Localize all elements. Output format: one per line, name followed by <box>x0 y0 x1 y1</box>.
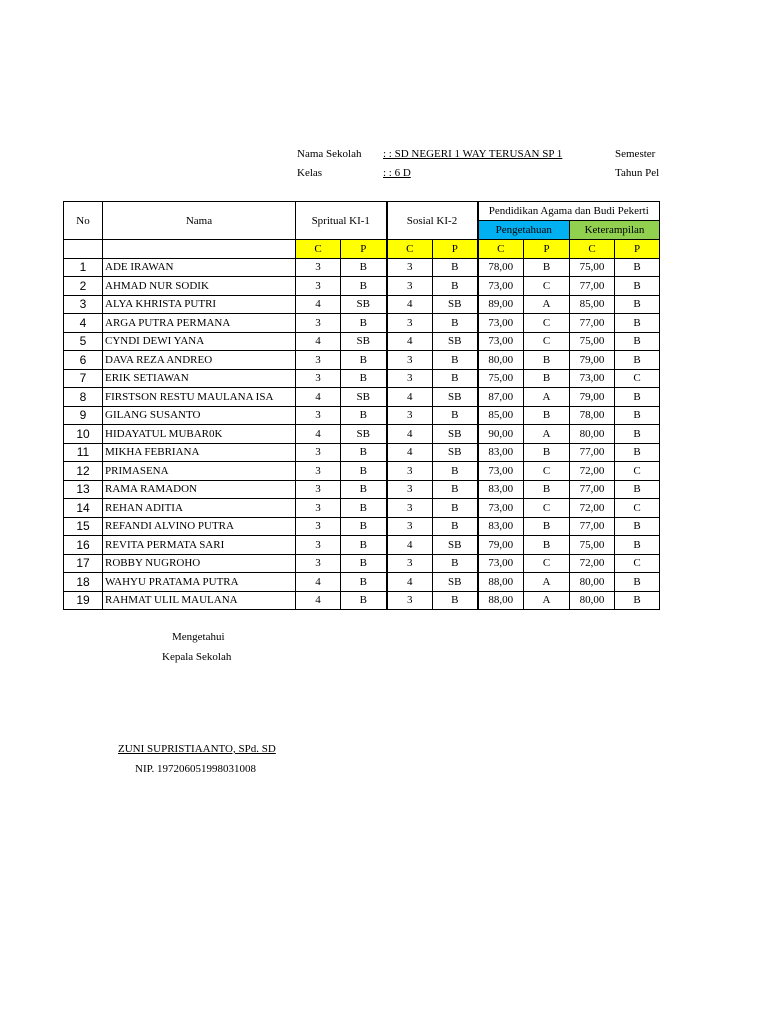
cell-spiritual-c: 3 <box>296 480 341 499</box>
cell-spiritual-c: 3 <box>296 517 341 536</box>
cell-sosial-p: B <box>433 480 478 499</box>
cell-nama: ERIK SETIAWAN <box>103 369 296 388</box>
cell-pengetahuan-p: A <box>524 573 570 592</box>
cell-keterampilan-c: 80,00 <box>570 425 615 444</box>
subheader-p: P <box>524 240 570 259</box>
cell-keterampilan-c: 80,00 <box>570 573 615 592</box>
cell-spiritual-p: B <box>341 517 387 536</box>
cell-spiritual-p: SB <box>341 332 387 351</box>
header-pengetahuan: Pengetahuan <box>478 221 570 240</box>
cell-no: 1 <box>64 258 103 277</box>
cell-keterampilan-c: 75,00 <box>570 536 615 555</box>
cell-sosial-p: SB <box>433 443 478 462</box>
cell-pengetahuan-c: 73,00 <box>478 554 524 573</box>
cell-keterampilan-p: B <box>615 443 660 462</box>
cell-pengetahuan-c: 83,00 <box>478 480 524 499</box>
cell-pengetahuan-c: 73,00 <box>478 462 524 481</box>
table-row <box>64 591 660 610</box>
cell-nama: AHMAD NUR SODIK <box>103 277 296 296</box>
cell-sosial-p: B <box>433 499 478 518</box>
principal-name: ZUNI SUPRISTIAANTO, SPd. SD <box>118 743 276 755</box>
cell-keterampilan-c: 79,00 <box>570 388 615 407</box>
subheader-p: P <box>341 240 387 259</box>
header-keterampilan: Keterampilan <box>570 221 660 240</box>
cell-pengetahuan-p: A <box>524 295 570 314</box>
cell-sosial-p: SB <box>433 425 478 444</box>
cell-pengetahuan-c: 85,00 <box>478 406 524 425</box>
header-no: No <box>64 202 103 240</box>
cell-spiritual-c: 4 <box>296 388 341 407</box>
cell-sosial-p: B <box>433 369 478 388</box>
table-row <box>64 554 660 573</box>
cell-no: 5 <box>64 332 103 351</box>
cell-pengetahuan-c: 88,00 <box>478 573 524 592</box>
school-name-label: Nama Sekolah <box>297 148 362 160</box>
cell-nama: GILANG SUSANTO <box>103 406 296 425</box>
table-row <box>64 536 660 555</box>
cell-spiritual-c: 3 <box>296 258 341 277</box>
cell-keterampilan-c: 73,00 <box>570 369 615 388</box>
cell-sosial-c: 3 <box>387 517 433 536</box>
table-row <box>64 388 660 407</box>
cell-keterampilan-p: B <box>615 517 660 536</box>
cell-keterampilan-c: 75,00 <box>570 332 615 351</box>
cell-spiritual-p: B <box>341 536 387 555</box>
cell-no: 18 <box>64 573 103 592</box>
acknowledged-label: Mengetahui <box>172 631 225 643</box>
cell-no: 13 <box>64 480 103 499</box>
cell-pengetahuan-p: B <box>524 351 570 370</box>
table-row <box>64 462 660 481</box>
cell-no: 3 <box>64 295 103 314</box>
cell-nama: CYNDI DEWI YANA <box>103 332 296 351</box>
cell-nama: ALYA KHRISTA PUTRI <box>103 295 296 314</box>
cell-keterampilan-c: 80,00 <box>570 591 615 610</box>
cell-nama: PRIMASENA <box>103 462 296 481</box>
cell-keterampilan-p: C <box>615 499 660 518</box>
cell-nama: REHAN ADITIA <box>103 499 296 518</box>
cell-pengetahuan-p: B <box>524 406 570 425</box>
cell-pengetahuan-c: 83,00 <box>478 443 524 462</box>
cell-spiritual-p: B <box>341 499 387 518</box>
cell-keterampilan-c: 77,00 <box>570 277 615 296</box>
student-rows <box>64 258 660 610</box>
cell-spiritual-c: 4 <box>296 573 341 592</box>
cell-spiritual-p: B <box>341 443 387 462</box>
cell-no: 12 <box>64 462 103 481</box>
subheader-c: C <box>296 240 341 259</box>
cell-no: 16 <box>64 536 103 555</box>
cell-pengetahuan-c: 78,00 <box>478 258 524 277</box>
cell-no: 15 <box>64 517 103 536</box>
grades-table <box>63 201 660 610</box>
cell-sosial-c: 4 <box>387 388 433 407</box>
cell-sosial-c: 4 <box>387 295 433 314</box>
cell-pengetahuan-c: 90,00 <box>478 425 524 444</box>
cell-keterampilan-c: 78,00 <box>570 406 615 425</box>
cell-sosial-c: 3 <box>387 480 433 499</box>
class-value: : : 6 D <box>383 167 411 179</box>
cell-sosial-p: B <box>433 351 478 370</box>
cell-nama: RAHMAT ULIL MAULANA <box>103 591 296 610</box>
class-label: Kelas <box>297 167 323 179</box>
cell-spiritual-c: 3 <box>296 536 341 555</box>
cell-pengetahuan-c: 73,00 <box>478 332 524 351</box>
cell-no: 4 <box>64 314 103 333</box>
cell-keterampilan-p: C <box>615 369 660 388</box>
cell-spiritual-c: 4 <box>296 332 341 351</box>
cell-spiritual-c: 3 <box>296 314 341 333</box>
cell-spiritual-p: B <box>341 480 387 499</box>
cell-spiritual-p: B <box>341 573 387 592</box>
cell-nama: ADE IRAWAN <box>103 258 296 277</box>
cell-keterampilan-p: B <box>615 332 660 351</box>
cell-pengetahuan-p: C <box>524 314 570 333</box>
cell-sosial-c: 3 <box>387 499 433 518</box>
cell-spiritual-c: 3 <box>296 369 341 388</box>
cell-sosial-c: 3 <box>387 369 433 388</box>
cell-spiritual-c: 3 <box>296 462 341 481</box>
cell-sosial-p: B <box>433 591 478 610</box>
cell-keterampilan-c: 77,00 <box>570 443 615 462</box>
cell-no: 6 <box>64 351 103 370</box>
subheader-c: C <box>478 240 524 259</box>
cell-no: 2 <box>64 277 103 296</box>
cell-pengetahuan-p: A <box>524 388 570 407</box>
cell-sosial-c: 3 <box>387 554 433 573</box>
table-row <box>64 277 660 296</box>
cell-keterampilan-p: B <box>615 295 660 314</box>
cell-no: 8 <box>64 388 103 407</box>
cell-keterampilan-c: 75,00 <box>570 258 615 277</box>
cell-nama: REFANDI ALVINO PUTRA <box>103 517 296 536</box>
cell-spiritual-p: B <box>341 258 387 277</box>
cell-spiritual-c: 3 <box>296 554 341 573</box>
table-row <box>64 369 660 388</box>
cell-spiritual-p: B <box>341 369 387 388</box>
subheader-empty <box>103 240 296 259</box>
cell-pengetahuan-p: C <box>524 462 570 481</box>
cell-no: 17 <box>64 554 103 573</box>
cell-sosial-p: SB <box>433 536 478 555</box>
subheader-p: P <box>615 240 660 259</box>
cell-sosial-c: 3 <box>387 258 433 277</box>
cell-pengetahuan-c: 80,00 <box>478 351 524 370</box>
cell-nama: WAHYU PRATAMA PUTRA <box>103 573 296 592</box>
cell-nama: RAMA RAMADON <box>103 480 296 499</box>
cell-nama: ROBBY NUGROHO <box>103 554 296 573</box>
header-spiritual: Spritual KI-1 <box>296 202 387 240</box>
table-row <box>64 295 660 314</box>
cell-keterampilan-p: B <box>615 277 660 296</box>
cell-nama: MIKHA FEBRIANA <box>103 443 296 462</box>
cell-spiritual-p: SB <box>341 388 387 407</box>
subheader-c: C <box>570 240 615 259</box>
cell-sosial-c: 4 <box>387 332 433 351</box>
cell-sosial-p: B <box>433 314 478 333</box>
cell-pengetahuan-p: C <box>524 554 570 573</box>
cell-sosial-c: 3 <box>387 277 433 296</box>
cell-keterampilan-p: B <box>615 406 660 425</box>
cell-keterampilan-c: 72,00 <box>570 462 615 481</box>
cell-pengetahuan-p: A <box>524 591 570 610</box>
cell-nama: DAVA REZA ANDREO <box>103 351 296 370</box>
table-row <box>64 258 660 277</box>
school-name-value: : : SD NEGERI 1 WAY TERUSAN SP 1 <box>383 148 563 160</box>
cell-sosial-c: 3 <box>387 351 433 370</box>
cell-spiritual-p: B <box>341 351 387 370</box>
cell-pengetahuan-c: 75,00 <box>478 369 524 388</box>
cell-spiritual-c: 3 <box>296 406 341 425</box>
principal-title: Kepala Sekolah <box>162 651 232 663</box>
cell-no: 11 <box>64 443 103 462</box>
cell-keterampilan-p: C <box>615 462 660 481</box>
cell-keterampilan-p: B <box>615 591 660 610</box>
table-row <box>64 332 660 351</box>
cell-no: 7 <box>64 369 103 388</box>
cell-sosial-p: B <box>433 462 478 481</box>
cell-sosial-p: B <box>433 406 478 425</box>
cell-spiritual-p: B <box>341 462 387 481</box>
cell-pengetahuan-c: 89,00 <box>478 295 524 314</box>
cell-sosial-c: 4 <box>387 536 433 555</box>
cell-sosial-p: B <box>433 258 478 277</box>
cell-nama: ARGA PUTRA PERMANA <box>103 314 296 333</box>
cell-sosial-c: 4 <box>387 443 433 462</box>
cell-keterampilan-p: B <box>615 480 660 499</box>
subheader-p: P <box>433 240 478 259</box>
school-year-label: Tahun Pel <box>615 167 660 179</box>
table-row <box>64 573 660 592</box>
cell-pengetahuan-p: B <box>524 258 570 277</box>
table-row <box>64 425 660 444</box>
cell-spiritual-p: B <box>341 406 387 425</box>
cell-pengetahuan-c: 83,00 <box>478 517 524 536</box>
cell-keterampilan-c: 79,00 <box>570 351 615 370</box>
table-row <box>64 517 660 536</box>
cell-no: 9 <box>64 406 103 425</box>
cell-sosial-c: 3 <box>387 591 433 610</box>
cell-no: 14 <box>64 499 103 518</box>
cell-keterampilan-p: B <box>615 314 660 333</box>
cell-keterampilan-c: 85,00 <box>570 295 615 314</box>
table-row <box>64 314 660 333</box>
cell-sosial-c: 3 <box>387 314 433 333</box>
table-row <box>64 406 660 425</box>
cell-keterampilan-c: 77,00 <box>570 517 615 536</box>
cell-spiritual-c: 3 <box>296 351 341 370</box>
cell-spiritual-p: B <box>341 591 387 610</box>
principal-nip: NIP. 197206051998031008 <box>135 763 257 775</box>
header-agama: Pendidikan Agama dan Budi Pekerti <box>478 202 660 221</box>
table-row <box>64 480 660 499</box>
cell-sosial-p: B <box>433 517 478 536</box>
cell-pengetahuan-c: 79,00 <box>478 536 524 555</box>
cell-pengetahuan-p: B <box>524 536 570 555</box>
cell-sosial-c: 4 <box>387 573 433 592</box>
cell-sosial-p: SB <box>433 388 478 407</box>
cell-no: 19 <box>64 591 103 610</box>
cell-sosial-p: B <box>433 554 478 573</box>
cell-sosial-c: 3 <box>387 462 433 481</box>
cell-keterampilan-p: B <box>615 573 660 592</box>
table-row <box>64 499 660 518</box>
cell-keterampilan-c: 77,00 <box>570 314 615 333</box>
cell-pengetahuan-p: C <box>524 499 570 518</box>
cell-pengetahuan-p: C <box>524 277 570 296</box>
table-row <box>64 351 660 370</box>
cell-spiritual-c: 3 <box>296 443 341 462</box>
cell-spiritual-c: 4 <box>296 295 341 314</box>
cell-keterampilan-p: B <box>615 536 660 555</box>
subheader-empty <box>64 240 103 259</box>
header-sosial: Sosial KI-2 <box>387 202 478 240</box>
cell-pengetahuan-p: C <box>524 332 570 351</box>
cell-sosial-c: 4 <box>387 425 433 444</box>
cell-spiritual-p: B <box>341 277 387 296</box>
cell-pengetahuan-p: B <box>524 369 570 388</box>
cell-spiritual-c: 3 <box>296 277 341 296</box>
cell-sosial-p: SB <box>433 573 478 592</box>
semester-label: Semester <box>615 148 656 160</box>
cell-keterampilan-p: B <box>615 388 660 407</box>
cell-no: 10 <box>64 425 103 444</box>
cell-sosial-p: B <box>433 277 478 296</box>
cell-pengetahuan-c: 87,00 <box>478 388 524 407</box>
cell-sosial-c: 3 <box>387 406 433 425</box>
cell-keterampilan-p: C <box>615 554 660 573</box>
cell-sosial-p: SB <box>433 332 478 351</box>
cell-keterampilan-p: B <box>615 351 660 370</box>
cell-pengetahuan-c: 73,00 <box>478 277 524 296</box>
cell-pengetahuan-p: B <box>524 480 570 499</box>
table-row <box>64 443 660 462</box>
cell-spiritual-c: 4 <box>296 425 341 444</box>
cell-spiritual-c: 4 <box>296 591 341 610</box>
cell-pengetahuan-p: B <box>524 443 570 462</box>
cell-spiritual-p: SB <box>341 425 387 444</box>
cell-nama: FIRSTSON RESTU MAULANA ISA <box>103 388 296 407</box>
cell-spiritual-p: SB <box>341 295 387 314</box>
cell-nama: HIDAYATUL MUBAR0K <box>103 425 296 444</box>
cell-pengetahuan-p: A <box>524 425 570 444</box>
cell-spiritual-p: B <box>341 314 387 333</box>
cell-keterampilan-p: B <box>615 425 660 444</box>
cell-keterampilan-c: 72,00 <box>570 499 615 518</box>
cell-spiritual-p: B <box>341 554 387 573</box>
cell-pengetahuan-c: 73,00 <box>478 499 524 518</box>
cell-keterampilan-c: 72,00 <box>570 554 615 573</box>
cell-nama: REVITA PERMATA SARI <box>103 536 296 555</box>
cell-pengetahuan-p: B <box>524 517 570 536</box>
header-nama: Nama <box>103 202 296 240</box>
cell-keterampilan-c: 77,00 <box>570 480 615 499</box>
cell-spiritual-c: 3 <box>296 499 341 518</box>
cell-pengetahuan-c: 88,00 <box>478 591 524 610</box>
cell-keterampilan-p: B <box>615 258 660 277</box>
cell-pengetahuan-c: 73,00 <box>478 314 524 333</box>
subheader-c: C <box>387 240 433 259</box>
cell-sosial-p: SB <box>433 295 478 314</box>
